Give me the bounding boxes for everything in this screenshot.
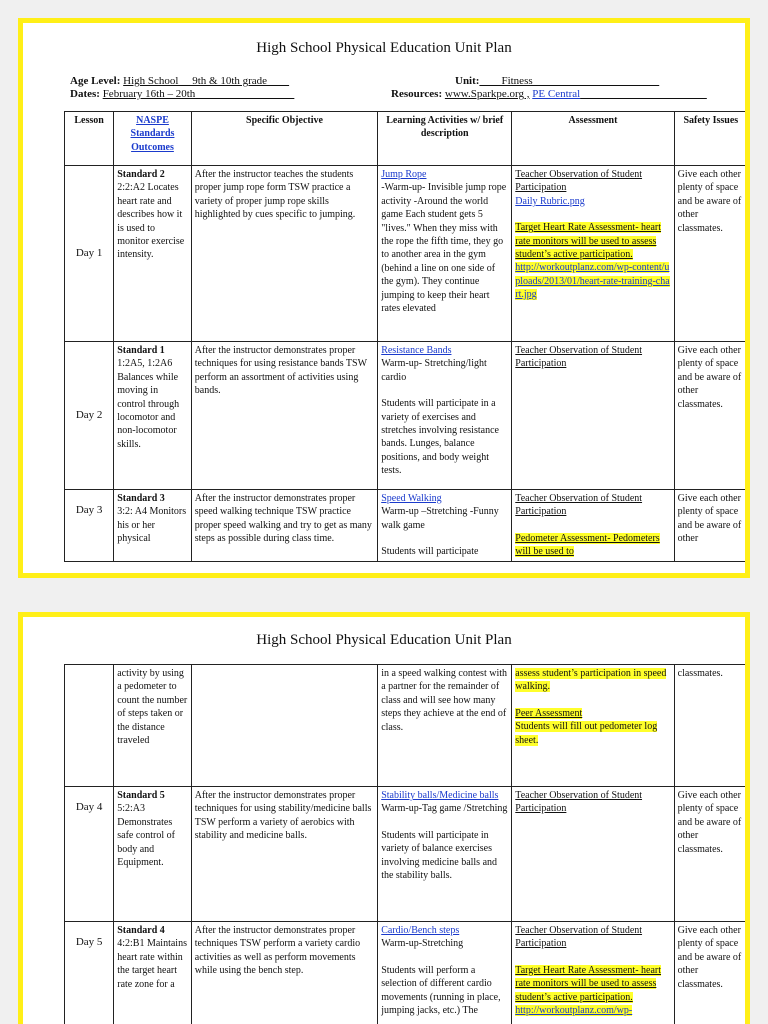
objective-cell xyxy=(191,665,377,787)
header-assessment: Assessment xyxy=(512,112,674,166)
standard-cell: Standard 5 5:2:A3 Demonstrates safe control of body and Equipment. xyxy=(114,787,192,922)
day-label: Day 2 xyxy=(65,342,114,490)
resistance-bands-link[interactable]: Resistance Bands xyxy=(381,345,452,356)
objective-cell: After the instructor demonstrates proper techniques for using stability/medicine balls TSW perform a variety of aerobics with stability and medicine balls. xyxy=(191,787,377,922)
header-naspe: NASPE Standards Outcomes xyxy=(114,112,192,166)
objective-cell: After the instructor demonstrates proper techniques TSW perform a variety cardio activities as well as perform movements while using the bench step. xyxy=(191,922,377,1024)
header-activities: Learning Activities w/ brief description xyxy=(378,112,512,166)
safety-cell: Give each other plenty of space and be aware of other classmates. xyxy=(674,922,747,1024)
day-label: Day 3 xyxy=(65,490,114,562)
assessment-cell: Teacher Observation of Student Participation Target Heart Rate Assessment- heart rate monitors will be used to assess student’s active participation. http://workoutplanz.com/wp- xyxy=(512,922,674,1024)
table-row-day-3 xyxy=(65,490,748,562)
cardio-bench-steps-link[interactable]: Cardio/Bench steps xyxy=(381,925,460,936)
day-label: Day 1 xyxy=(65,166,114,342)
day-label: Day 4 xyxy=(65,787,114,922)
activity-cell: Jump Rope -Warm-up- Invisible jump rope activity -Around the world game Each student gets 5 "lives." When they miss with the rope the fifth time, they go to another area in the gym (behind a line on one side of the gym). They continue jumping to keep their heart rates elevated xyxy=(378,166,512,342)
daily-rubric-link[interactable]: Daily Rubric.png xyxy=(515,195,585,207)
header-objective: Specific Objective xyxy=(191,112,377,166)
page-2 xyxy=(18,612,750,1024)
heart-rate-chart-link[interactable]: http://workoutplanz.com/wp-content/uploads/2013/01/heart-rate-training-chart.jpg xyxy=(515,262,670,301)
assessment-cell: Teacher Observation of Student Participation xyxy=(512,787,674,922)
activity-cell: Cardio/Bench steps Warm-up-Stretching Students will perform a selection of different cardio movements (running in place, jumping jacks, etc.) The xyxy=(378,922,512,1024)
header-lesson: Lesson xyxy=(65,112,114,166)
table-row-day-1 xyxy=(65,166,748,342)
objective-cell: After the instructor teaches the students proper jump rope form TSW practice a variety of proper jump rope skills highlighted by cues specific to jumping. xyxy=(191,166,377,342)
table-row-day-5 xyxy=(65,922,748,1024)
standard-cell: Standard 4 4:2:B1 Maintains heart rate within the target heart rate zone for a xyxy=(114,922,192,1024)
heart-rate-chart-link-2[interactable]: http://workoutplanz.com/wp- xyxy=(515,1005,633,1017)
assessment-cell: Teacher Observation of Student Participation Pedometer Assessment- Pedometers will be used to xyxy=(512,490,674,562)
stability-balls-link[interactable]: Stability balls/Medicine balls xyxy=(381,790,499,801)
objective-cell: After the instructor demonstrates proper techniques for using resistance bands TSW perform an assortment of activities using bands. xyxy=(191,342,377,490)
unit-plan-table-1 xyxy=(64,111,748,562)
age-level: Age Level: High School __9th & 10th grade____ xyxy=(70,75,290,87)
day-label xyxy=(65,665,114,787)
unit-plan-table-2 xyxy=(64,664,748,1024)
speed-walking-link[interactable]: Speed Walking xyxy=(381,493,442,504)
jump-rope-link[interactable]: Jump Rope xyxy=(381,169,427,180)
activity-cell: in a speed walking contest with a partner for the remainder of class and will see how many steps they achieve at the end of class. xyxy=(378,665,512,787)
safety-cell: Give each other plenty of space and be aware of other xyxy=(674,490,747,562)
activity-cell: Speed Walking Warm-up –Stretching -Funny walk game Students will participate xyxy=(378,490,512,562)
pe-central-link[interactable]: PE Central xyxy=(532,88,581,100)
day-label: Day 5 xyxy=(65,922,114,1024)
assessment-cell: assess student’s participation in speed walking. Peer Assessment Students will fill out pedometer log sheet. xyxy=(512,665,674,787)
resources: Resources: www.Sparkpe.org , PE Central_______________________ xyxy=(391,88,707,100)
page-1 xyxy=(18,18,750,578)
dates: Dates: February 16th – 20th__________________ xyxy=(70,88,295,100)
activity-cell: Stability balls/Medicine balls Warm-up-Tag game /Stretching Students will participate in variety of balance exercises involving medicine balls and the stability balls. xyxy=(378,787,512,922)
standard-cell: Standard 1 1:2A5, 1:2A6 Balances while moving in control through locomotor and non-locomotor skills. xyxy=(114,342,192,490)
objective-cell: After the instructor demonstrates proper speed walking technique TSW practice proper speed walking and try to get as many steps as possible during class time. xyxy=(191,490,377,562)
assessment-cell: Teacher Observation of Student Participation Daily Rubric.png Target Heart Rate Assessment- heart rate monitors will be used to assess student’s active participation. http://workoutplanz.com/wp-content/uploads/2013/01/heart-rate-training-chart.jpg xyxy=(512,166,674,342)
standard-cell: activity by using a pedometer to count the number of steps taken or the distance traveled xyxy=(114,665,192,787)
doc-title-2: High School Physical Education Unit Plan xyxy=(256,632,512,648)
header-safety: Safety Issues xyxy=(674,112,747,166)
unit: Unit:____Fitness_______________________ xyxy=(455,75,660,87)
doc-title: High School Physical Education Unit Plan xyxy=(256,40,512,56)
standard-cell: Standard 2 2:2:A2 Locates heart rate and describes how it is used to monitor exercise intensity. xyxy=(114,166,192,342)
table-row-day-4 xyxy=(65,787,748,922)
safety-cell: Give each other plenty of space and be aware of other classmates. xyxy=(674,342,747,490)
standard-cell: Standard 3 3:2: A4 Monitors his or her physical xyxy=(114,490,192,562)
safety-cell: classmates. xyxy=(674,665,747,787)
table-row-continued xyxy=(65,665,748,787)
safety-cell: Give each other plenty of space and be aware of other classmates. xyxy=(674,166,747,342)
activity-cell: Resistance Bands Warm-up- Stretching/light cardio Students will participate in a variety of exercises and stretches involving resistance bands. Lunges, balance positions, and body weight tests. xyxy=(378,342,512,490)
table-row-day-2 xyxy=(65,342,748,490)
safety-cell: Give each other plenty of space and be aware of other classmates. xyxy=(674,787,747,922)
assessment-cell: Teacher Observation of Student Participation xyxy=(512,342,674,490)
